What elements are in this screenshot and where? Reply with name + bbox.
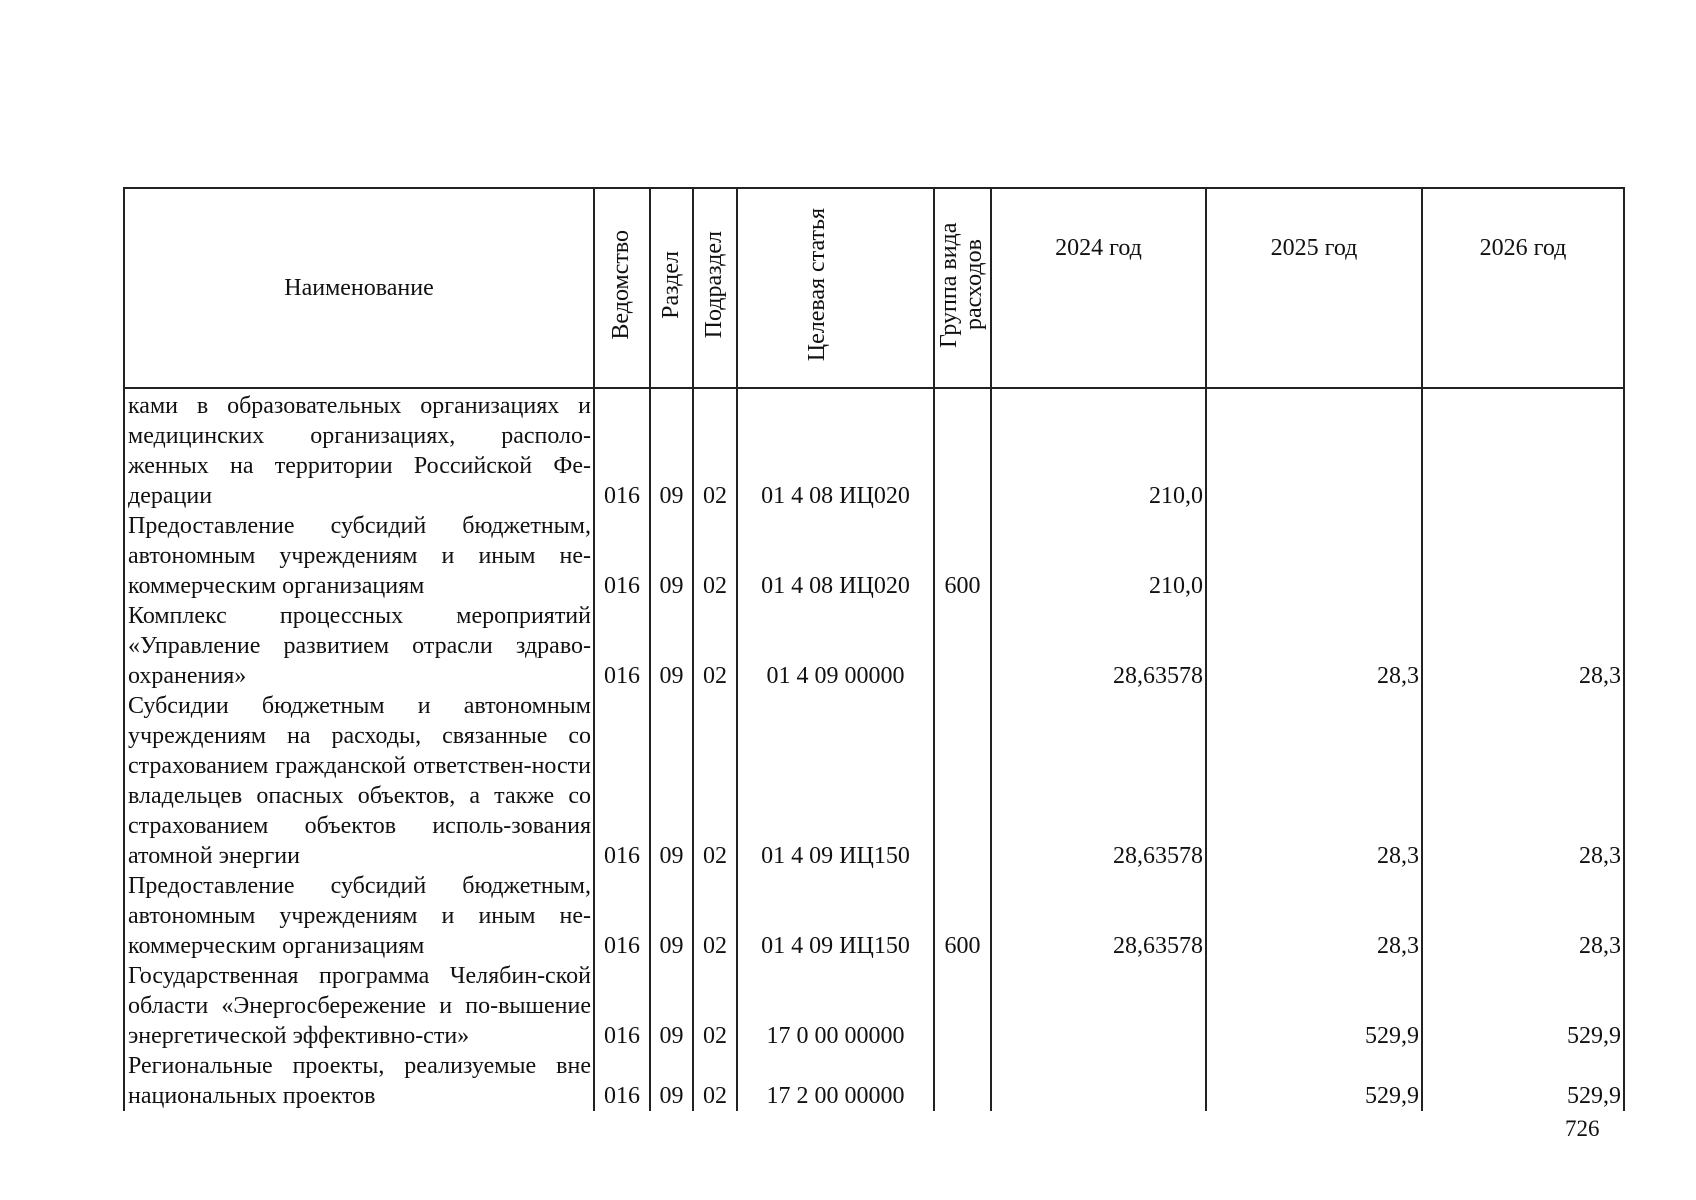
cell-section: 09 (650, 1051, 693, 1111)
cell-year-2026: 28,3 (1422, 601, 1624, 691)
cell-subsection: 02 (693, 601, 737, 691)
cell-year-2026: 529,9 (1422, 1051, 1624, 1111)
cell-section: 09 (650, 961, 693, 1051)
cell-department: 016 (594, 511, 650, 601)
cell-year-2025: 529,9 (1206, 961, 1422, 1051)
cell-year-2025: 28,3 (1206, 871, 1422, 961)
cell-target-article: 01 4 09 00000 (737, 601, 934, 691)
cell-year-2026 (1422, 511, 1624, 601)
cell-section: 09 (650, 511, 693, 601)
cell-year-2026 (1422, 388, 1624, 511)
cell-year-2025: 28,3 (1206, 691, 1422, 871)
cell-section: 09 (650, 691, 693, 871)
cell-department: 016 (594, 601, 650, 691)
cell-year-2024: 28,63578 (991, 601, 1206, 691)
header-year-2024: 2024 год (991, 188, 1206, 388)
cell-year-2024: 28,63578 (991, 871, 1206, 961)
table-row (124, 601, 1624, 691)
cell-expense-group (934, 388, 991, 511)
cell-name: Субсидии бюджетным и автономным учреждениям на расходы, связанные со страхованием гражданской ответствен-ности владельцев опасных объектов, а также со страхованием объектов исполь-зования атомной энергии (124, 691, 594, 871)
cell-name: Государственная программа Челябин-ской области «Энергосбережение и по-вышение энергетической эффективно-сти» (124, 961, 594, 1051)
cell-subsection: 02 (693, 691, 737, 871)
cell-section: 09 (650, 871, 693, 961)
table-body (124, 388, 1624, 1111)
cell-year-2024 (991, 961, 1206, 1051)
cell-name: Комплекс процессных мероприятий «Управление развитием отрасли здраво-охранения» (124, 601, 594, 691)
cell-year-2025 (1206, 388, 1422, 511)
cell-year-2024: 210,0 (991, 511, 1206, 601)
cell-department: 016 (594, 691, 650, 871)
cell-target-article: 01 4 09 ИЦ150 (737, 871, 934, 961)
page-number: 726 (1565, 1116, 1600, 1141)
cell-subsection: 02 (693, 961, 737, 1051)
cell-year-2024 (991, 1051, 1206, 1111)
header-target-article: Целевая статья (737, 188, 934, 388)
cell-year-2025 (1206, 511, 1422, 601)
table-row (124, 961, 1624, 1051)
cell-expense-group (934, 1051, 991, 1111)
header-year-2026: 2026 год (1422, 188, 1624, 388)
cell-department: 016 (594, 388, 650, 511)
header-department: Ведомство (594, 188, 650, 388)
cell-year-2026: 529,9 (1422, 961, 1624, 1051)
cell-expense-group: 600 (934, 871, 991, 961)
cell-subsection: 02 (693, 388, 737, 511)
cell-subsection: 02 (693, 871, 737, 961)
cell-department: 016 (594, 871, 650, 961)
cell-year-2025: 28,3 (1206, 601, 1422, 691)
header-name: Наименование (124, 188, 594, 388)
table-row (124, 871, 1624, 961)
cell-expense-group (934, 691, 991, 871)
cell-name: Предоставление субсидий бюджетным, автономным учреждениям и иным не-коммерческим организациям (124, 511, 594, 601)
header-section: Раздел (650, 188, 693, 388)
cell-expense-group: 600 (934, 511, 991, 601)
cell-expense-group (934, 601, 991, 691)
cell-department: 016 (594, 961, 650, 1051)
cell-target-article: 01 4 08 ИЦ020 (737, 511, 934, 601)
cell-name: Региональные проекты, реализуемые вне национальных проектов (124, 1051, 594, 1111)
header-year-2025: 2025 год (1206, 188, 1422, 388)
table-row (124, 388, 1624, 511)
table-row (124, 1051, 1624, 1111)
table-header (124, 188, 1624, 388)
cell-year-2024: 210,0 (991, 388, 1206, 511)
header-expense-group: Группа вида расходов (934, 188, 991, 388)
cell-year-2026: 28,3 (1422, 691, 1624, 871)
cell-subsection: 02 (693, 1051, 737, 1111)
cell-section: 09 (650, 601, 693, 691)
cell-name: Предоставление субсидий бюджетным, автономным учреждениям и иным не-коммерческим организациям (124, 871, 594, 961)
cell-target-article: 17 0 00 00000 (737, 961, 934, 1051)
cell-year-2026: 28,3 (1422, 871, 1624, 961)
cell-expense-group (934, 961, 991, 1051)
cell-year-2024: 28,63578 (991, 691, 1206, 871)
table-row (124, 691, 1624, 871)
cell-subsection: 02 (693, 511, 737, 601)
cell-target-article: 17 2 00 00000 (737, 1051, 934, 1111)
cell-department: 016 (594, 1051, 650, 1111)
cell-target-article: 01 4 08 ИЦ020 (737, 388, 934, 511)
cell-year-2025: 529,9 (1206, 1051, 1422, 1111)
cell-name: ками в образовательных организациях и медицинских организациях, располо-женных на территории Российской Фе-дерации (124, 388, 594, 511)
header-subsection: Подраздел (693, 188, 737, 388)
table-row (124, 511, 1624, 601)
cell-section: 09 (650, 388, 693, 511)
cell-target-article: 01 4 09 ИЦ150 (737, 691, 934, 871)
budget-table (123, 187, 1625, 1111)
